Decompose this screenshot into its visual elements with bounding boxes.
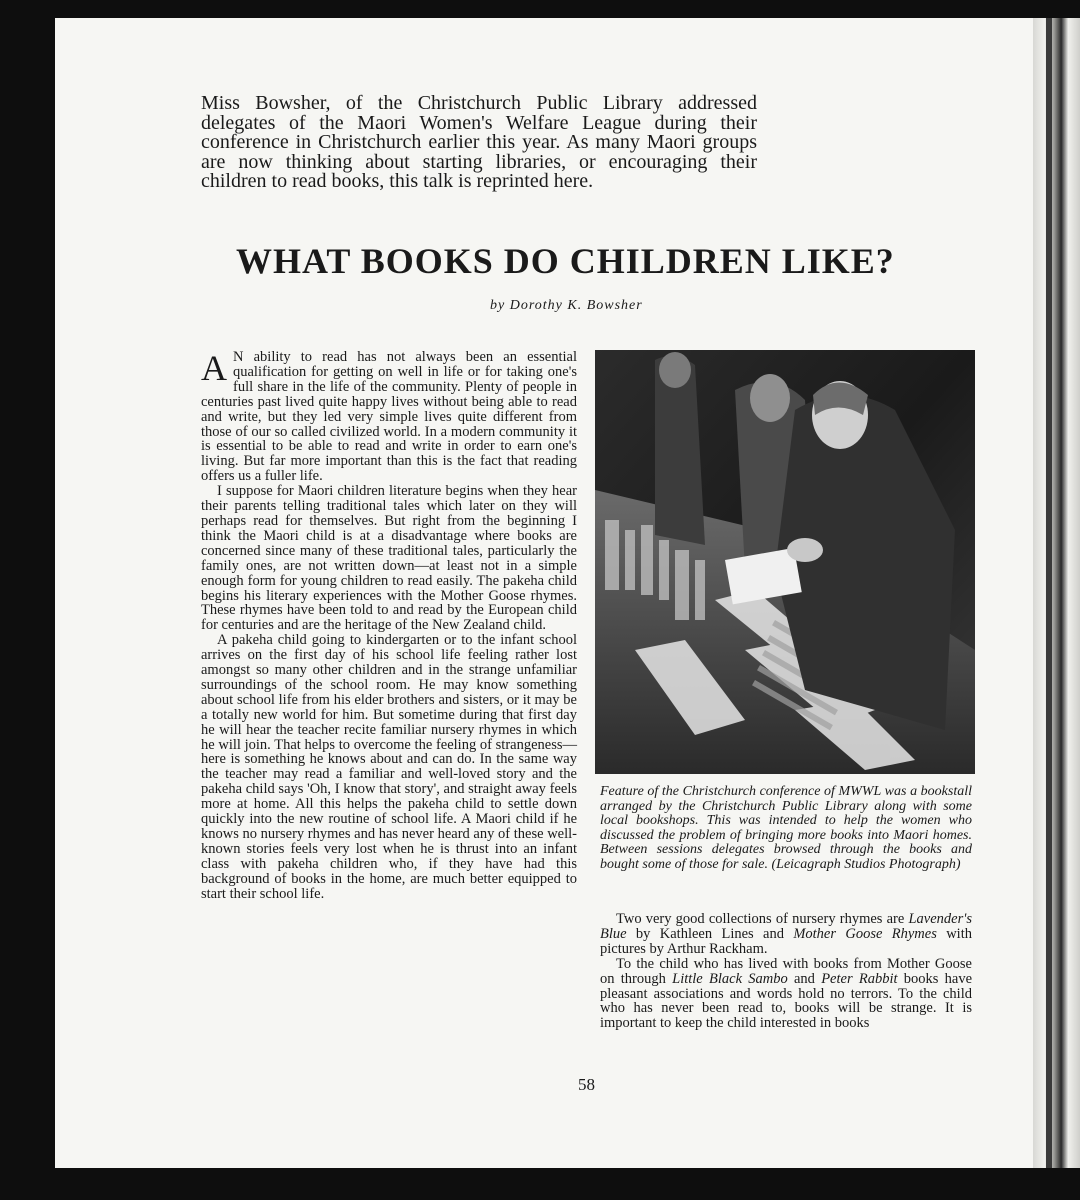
intro-paragraph: Miss Bowsher, of the Christchurch Public Library addressed delegates of the Maori Women's Welfare League during their conference in Christchurch earlier this year. As many Maori groups are now thinking about starting libraries, or encouraging their children to read books, this talk is reprinted here. [201,92,757,192]
page-number: 58 [578,1075,595,1094]
bookstall-photo [595,350,975,774]
paragraph: A N ability to read has not always been an essential qualification for getting on well in life or for taking one's full share in the life of the community. Plenty of people in centuries past lived quite happy lives without being able to read and write, but they led very simple lives quite different from those of our so called civilized world. In a modern community it is essential to be able to read and write in order to earn one's living. But far more important than this is the fact that reading offers us a fuller life. [201,348,577,485]
right-column [600,912,972,1031]
drop-cap: A [201,348,227,388]
left-column [201,350,577,902]
page-binding [1033,18,1080,1168]
article-title: WHAT BOOKS DO CHILDREN LIKE? [236,241,895,281]
paragraph: Two very good collections of nursery rhymes are Lavender's Blue by Kathleen Lines and Mother Goose Rhymes with pictures by Arthur Rackham. [600,911,972,957]
binding-spine [1046,18,1052,1168]
paragraph: A pakeha child going to kindergarten or to the infant school arrives on the first day of his school life feeling rather lost amongst so many other children and in the strange unfamiliar surroundings of the school room. He may know something about school life from his elder brothers and sisters, or it may be a totally new world for him. But sometime during that first day he will hear the teacher recite familiar nursery rhymes in which he will join. That helps to overcome the feeling of strangeness—here is something he knows about and can do. In the same way the teacher may read a familiar and well-loved story and the pakeha child says 'Oh, I know that story', and straight away feels more at home. All this helps the pakeha child to settle down quickly into the new routine of school life. A Maori child if he knows no nursery rhymes and has never heard any of these well-known stories feels very lost when he is thrust into an infant class with pakeha children who, if they have had this background of books in the home, are much better equipped to start their school life. [201,632,577,902]
paragraph: I suppose for Maori children literature begins when they hear their parents telling traditional tales which later on they will perhaps read for themselves. But right from the beginning I think the Maori child is at a disadvantage where books are concerned since many of these traditional tales, particularly the family ones, are not written down—at least not in a simple enough form for young children to read easily. The pakeha child begins his literary experiences with the Mother Goose rhymes. These rhymes have been told to and read by the European child for centuries and are the heritage of the New Zealand child. [201,483,577,634]
paragraph: To the child who has lived with books from Mother Goose on through Little Black Sambo and Peter Rabbit books have pleasant associations and words hold no terrors. To the child who has never been read to, books will be strange. It is important to keep the child interested in books [600,955,973,1032]
photo-caption: Feature of the Christchurch conference of MWWL was a bookstall arranged by the Christchurch Public Library along with some local bookshops. This was intended to help the women who discussed the problem of bringing more books into Maori homes. Between sessions delegates browsed through the books and bought some of those for sale. (Leicagraph Studios Photograph) [600,784,972,872]
article-byline: by Dorothy K. Bowsher [490,298,643,313]
